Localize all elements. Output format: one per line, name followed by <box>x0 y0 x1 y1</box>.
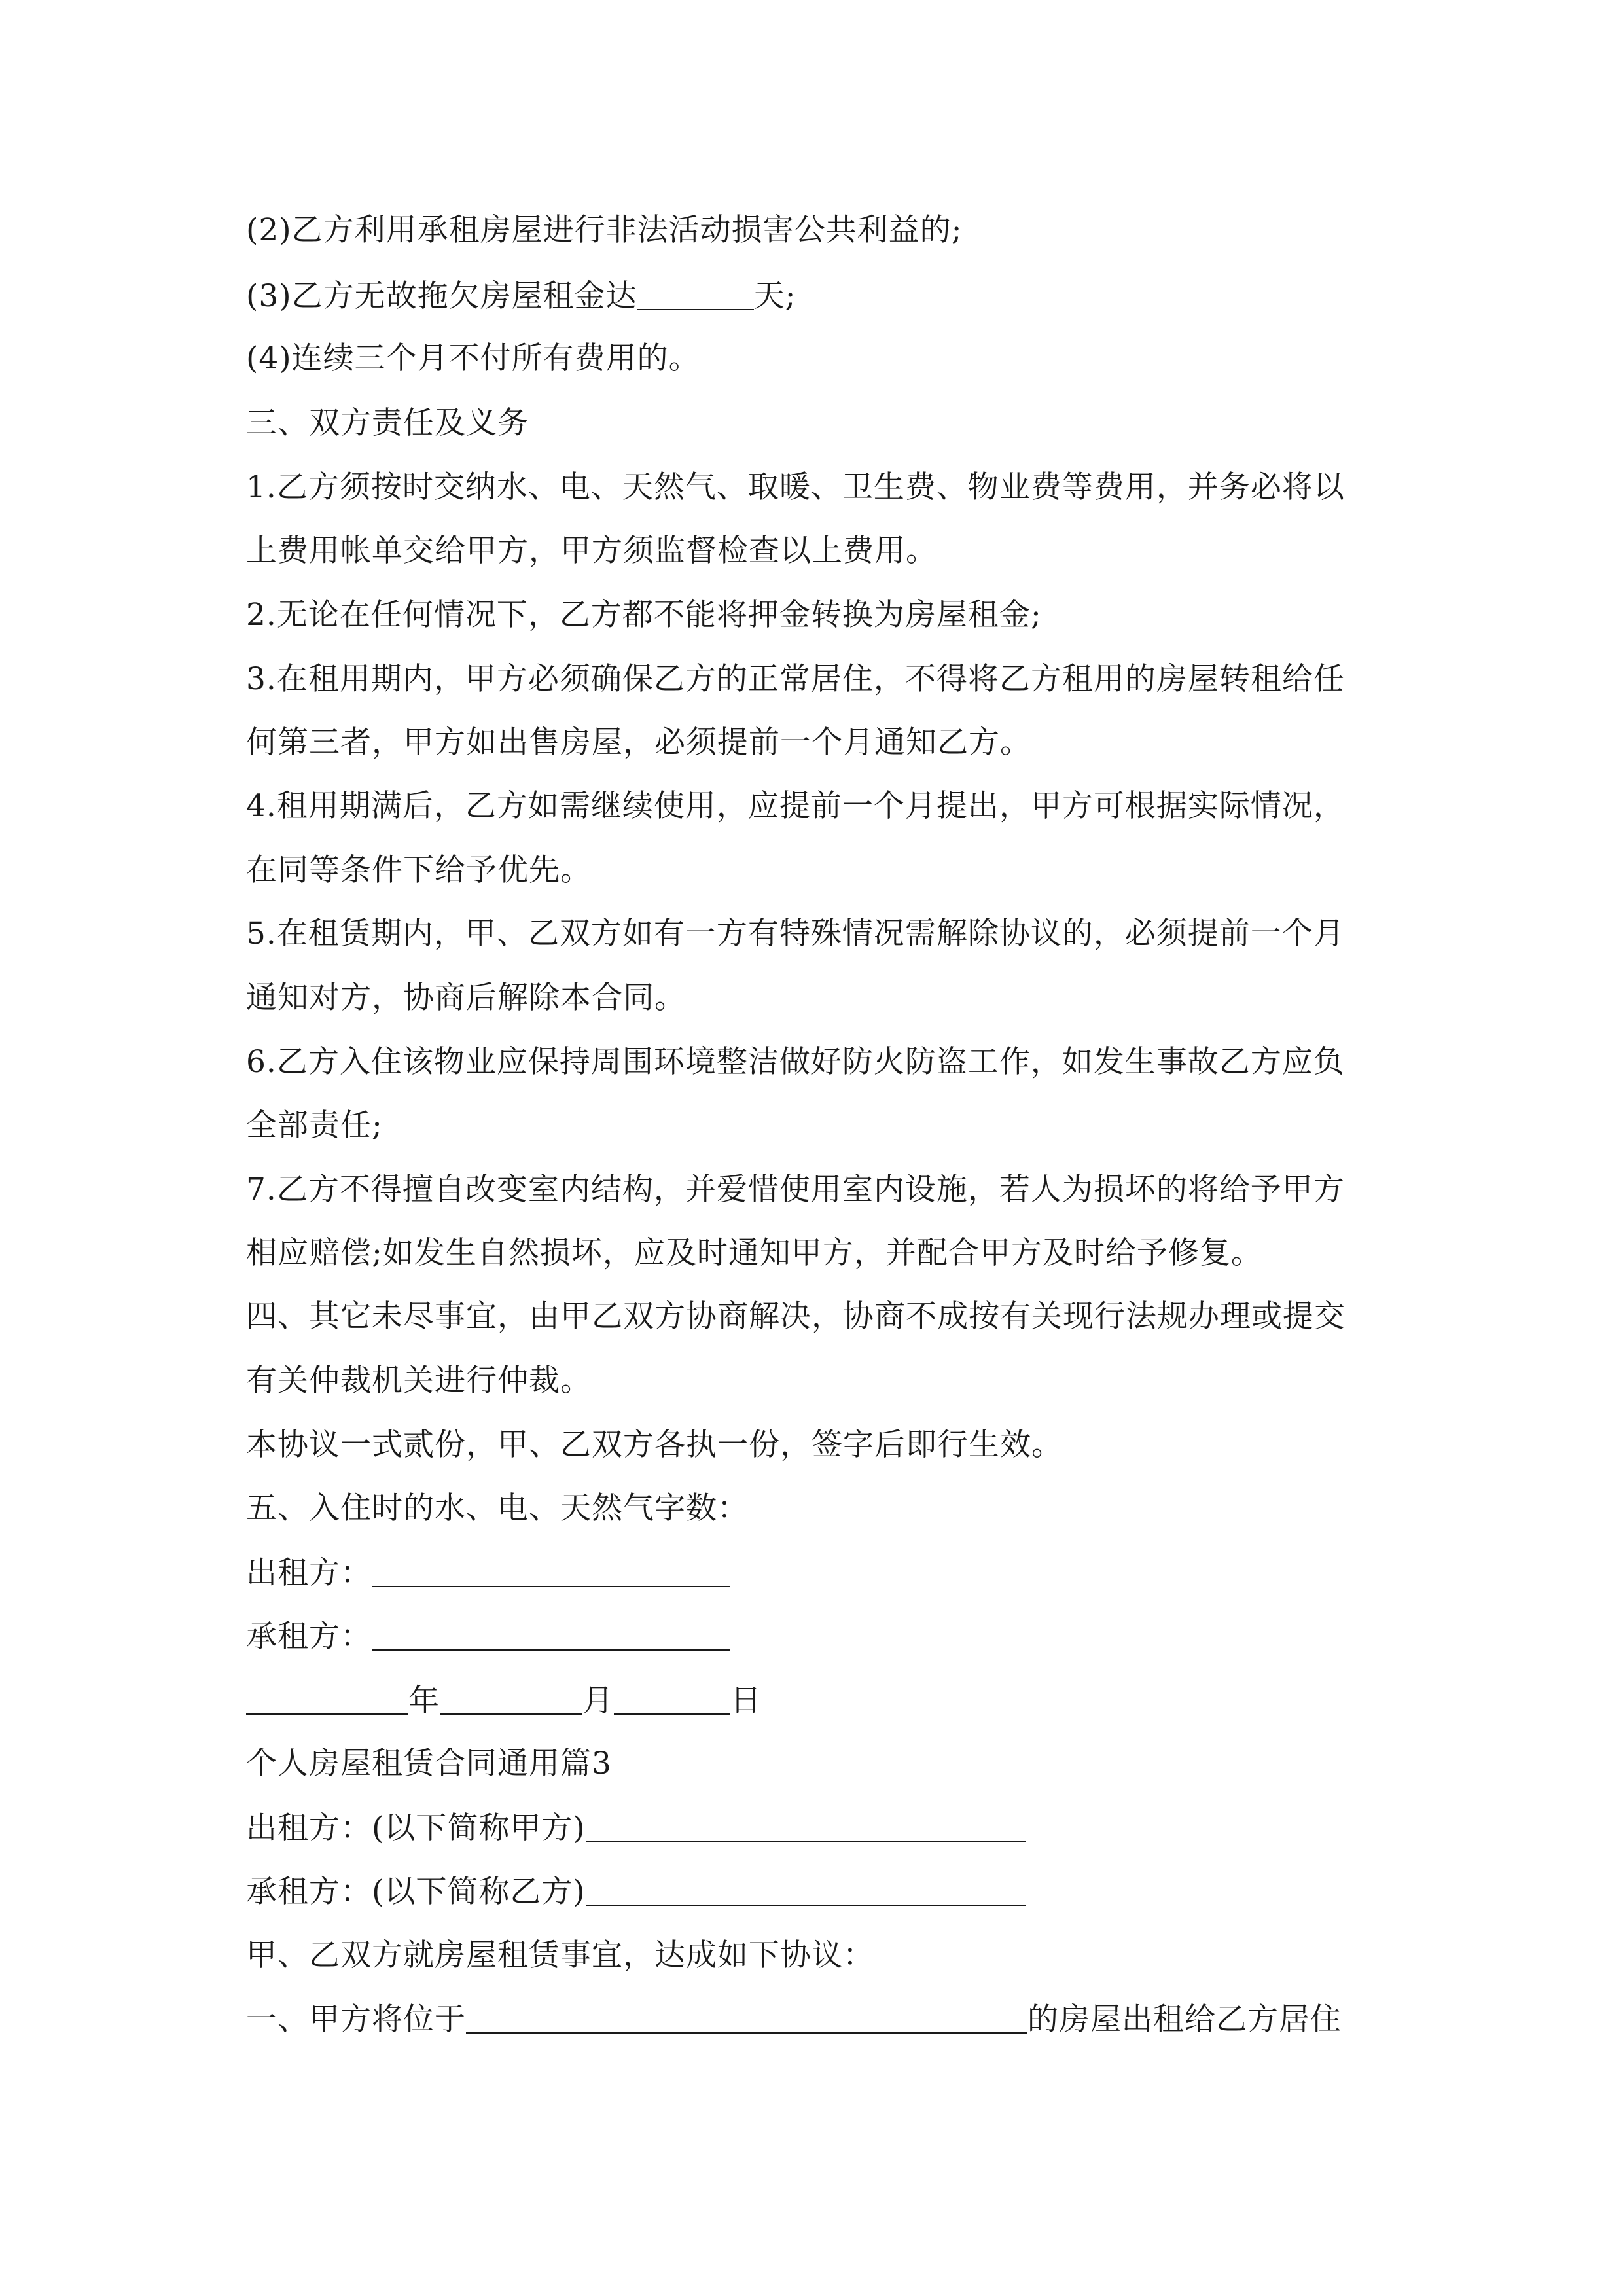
paragraph-line <box>246 914 1398 954</box>
arrears-days-blank[interactable] <box>637 280 754 310</box>
text: (2)乙方利用承租房屋进行非法活动损害公共利益的; <box>246 212 963 248</box>
lessor-label: 出租方： <box>246 1555 372 1591</box>
text: 2.无论在任何情况下，乙方都不能将押金转换为房屋租金; <box>246 597 1042 633</box>
lessee-signature-blank[interactable] <box>372 1621 730 1651</box>
party-a-label: 出租方：(以下简称甲方) <box>246 1810 586 1846</box>
text: 5.在租赁期内，甲、乙双方如有一方有特殊情况需解除协议的，必须提前一个月 <box>246 916 1345 952</box>
paragraph-line <box>246 978 1398 1018</box>
text: 的房屋出租给乙方居住 <box>1027 2001 1342 2037</box>
paragraph-line <box>246 1170 1398 1210</box>
text: 三、双方责任及义务 <box>246 405 529 441</box>
clause-2-illegal-use <box>246 211 1398 250</box>
paragraph-line <box>246 851 1398 890</box>
text: 四、其它未尽事宜，由甲乙双方协商解决，协商不成按有关现行法规办理或提交 <box>246 1299 1346 1335</box>
paragraph-line <box>246 531 1398 571</box>
party-a-line <box>246 1808 1398 1848</box>
text: (3)乙方无故拖欠房屋租金达 <box>246 278 637 314</box>
paragraph-line <box>246 723 1398 762</box>
paragraph-line <box>246 596 1398 635</box>
section-3-heading <box>246 404 1398 443</box>
paragraph-line <box>246 1234 1398 1273</box>
text: 上费用帐单交给甲方，甲方须监督检查以上费用。 <box>246 533 937 569</box>
text: 何第三者，甲方如出售房屋，必须提前一个月通知乙方。 <box>246 725 1031 761</box>
text: 4.租用期满后，乙方如需继续使用，应提前一个月提出，甲方可根据实际情况， <box>246 788 1345 824</box>
clause-3-arrears <box>246 276 1398 315</box>
text: 通知对方，协商后解除本合同。 <box>246 980 686 1016</box>
text: 全部责任; <box>246 1107 383 1143</box>
paragraph-line <box>246 1361 1398 1401</box>
date-line <box>246 1681 1398 1720</box>
text: 个人房屋租赁合同通用篇3 <box>246 1746 612 1782</box>
party-b-label: 承租方：(以下简称乙方) <box>246 1874 586 1910</box>
paragraph-line <box>246 1043 1398 1082</box>
text: 本协议一式贰份，甲、乙双方各执一份，签字后即行生效。 <box>246 1427 1063 1463</box>
year-label: 年 <box>408 1683 440 1719</box>
text: 五、入住时的水、电、天然气字数： <box>246 1490 749 1526</box>
clause-4-unpaid-fees <box>246 339 1398 378</box>
text: 3.在租用期内，甲方必须确保乙方的正常居住，不得将乙方租用的房屋转租给任 <box>246 661 1345 697</box>
text: 在同等条件下给予优先。 <box>246 852 592 888</box>
paragraph-line <box>246 1106 1398 1145</box>
paragraph-line <box>246 787 1398 826</box>
property-address-blank[interactable] <box>466 2003 1027 2034</box>
section-5-heading <box>246 1489 1398 1528</box>
paragraph-line <box>246 660 1398 699</box>
agreement-intro <box>246 1936 1398 1975</box>
day-label: 日 <box>730 1683 762 1719</box>
text: 6.乙方入住该物业应保持周围环境整洁做好防火防盗工作，如发生事故乙方应负 <box>246 1044 1345 1080</box>
month-label: 月 <box>582 1683 614 1719</box>
lessor-signature-blank[interactable] <box>372 1557 730 1587</box>
text: 相应赔偿;如发生自然损坏，应及时通知甲方，并配合甲方及时给予修复。 <box>246 1235 1262 1271</box>
paragraph-line <box>246 468 1398 507</box>
text: 7.乙方不得擅自改变室内结构，并爱惜使用室内设施，若人为损坏的将给予甲方 <box>246 1172 1345 1208</box>
text: 1.乙方须按时交纳水、电、天然气、取暖、卫生费、物业费等费用，并务必将以 <box>246 469 1345 505</box>
section-4-heading <box>246 1297 1398 1336</box>
lessee-signature-line <box>246 1617 1398 1656</box>
year-blank[interactable] <box>246 1685 408 1715</box>
lessee-label: 承租方： <box>246 1619 372 1655</box>
text: 有关仲裁机关进行仲裁。 <box>246 1363 592 1399</box>
text: (4)连续三个月不付所有费用的。 <box>246 340 700 376</box>
text: 甲、乙双方就房屋租赁事宜，达成如下协议： <box>246 1937 874 1973</box>
contract-title <box>246 1744 1398 1784</box>
paragraph-line <box>246 1426 1398 1465</box>
party-b-blank[interactable] <box>586 1876 1026 1906</box>
party-a-blank[interactable] <box>586 1812 1026 1842</box>
day-blank[interactable] <box>614 1685 730 1715</box>
text: 一、甲方将位于 <box>246 2001 466 2037</box>
text: 天; <box>753 278 796 314</box>
lessor-signature-line <box>246 1553 1398 1592</box>
party-b-line <box>246 1872 1398 1911</box>
month-blank[interactable] <box>440 1685 582 1715</box>
property-location-line <box>246 2000 1398 2039</box>
